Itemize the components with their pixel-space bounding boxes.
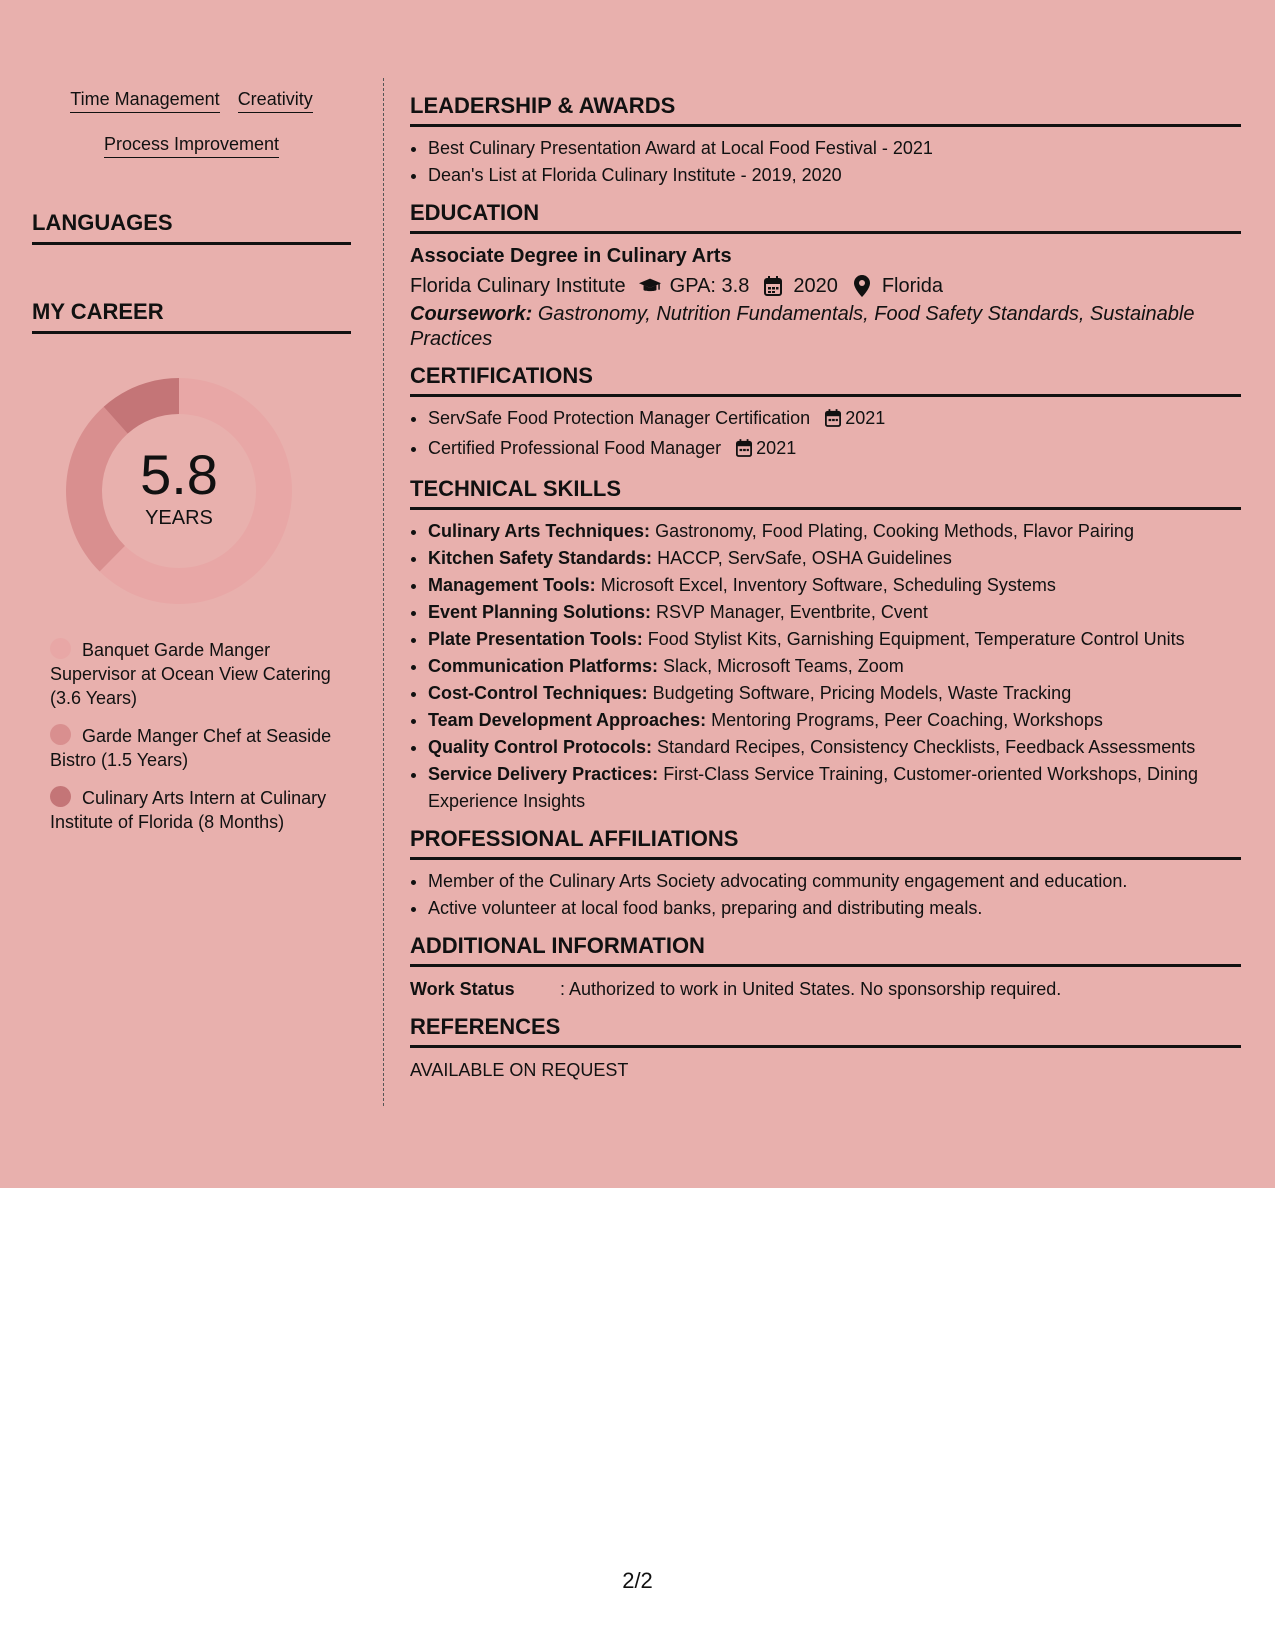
skill-value: Standard Recipes, Consistency Checklists, Feedback Assessments — [657, 737, 1196, 757]
tag-row — [32, 88, 351, 113]
list-item: • Best Culinary Presentation Award at Local Food Festival - 2021 — [428, 135, 1241, 162]
education-details — [410, 270, 1241, 302]
references-text: AVAILABLE ON REQUEST — [410, 1060, 629, 1080]
skill-label: Management Tools: — [428, 575, 596, 595]
skill-label: Culinary Arts Techniques: — [428, 521, 651, 541]
skills-tags — [32, 88, 351, 178]
skill-value: Gastronomy, Food Plating, Cooking Methods, Flavor Pairing — [655, 521, 1134, 541]
skill-tag: Process Improvement — [104, 133, 279, 158]
legend-item — [50, 724, 340, 772]
technical-skills-heading: TECHNICAL SKILLS — [410, 475, 1241, 510]
leadership-list — [410, 135, 1241, 189]
certification-name: ServSafe Food Protection Manager Certification — [428, 408, 811, 428]
list-item — [428, 405, 1241, 435]
school-name: Florida Culinary Institute — [410, 275, 626, 297]
skill-value: Food Stylist Kits, Garnishing Equipment, Temperature Control Units — [647, 629, 1185, 649]
skill-value: First-Class Service Training, Customer-oriented Workshops, Dining Experience Insights — [428, 764, 1199, 811]
skill-value: RSVP Manager, Eventbrite, Cvent — [656, 602, 928, 622]
career-years-unit: YEARS — [145, 506, 213, 529]
coursework-list: Gastronomy, Nutrition Fundamentals, Food Safety Standards, Sustainable Practices — [410, 303, 1195, 350]
skill-label: Communication Platforms: — [428, 656, 659, 676]
references-section — [410, 1013, 1241, 1084]
list-item — [428, 707, 1241, 734]
skill-label: Service Delivery Practices: — [428, 764, 659, 784]
list-item: • Member of the Culinary Arts Society advocating community engagement and education. — [428, 868, 1241, 895]
list-item — [428, 599, 1241, 626]
technical-skills-section — [410, 475, 1241, 815]
certification-year: 2021 — [756, 438, 797, 458]
languages-heading: LANGUAGES — [32, 210, 351, 245]
list-item — [428, 572, 1241, 599]
coursework — [410, 302, 1241, 352]
gpa: GPA: 3.8 — [669, 275, 750, 297]
skill-tag: Time Management — [70, 88, 219, 113]
certification-year: 2021 — [845, 408, 886, 428]
list-item — [428, 761, 1241, 815]
right-column — [410, 92, 1241, 1094]
skill-value: Budgeting Software, Pricing Models, Waste Tracking — [652, 683, 1072, 703]
skill-value: Slack, Microsoft Teams, Zoom — [663, 656, 904, 676]
leadership-section — [410, 92, 1241, 189]
list-item — [428, 680, 1241, 707]
legend-item — [50, 786, 340, 834]
list-item — [428, 734, 1241, 761]
affiliations-section — [410, 825, 1241, 922]
leadership-heading: LEADERSHIP & AWARDS — [410, 92, 1241, 127]
skill-label: Quality Control Protocols: — [428, 737, 653, 757]
graduation-cap-icon — [638, 275, 662, 297]
certifications-section — [410, 362, 1241, 465]
legend-dot — [50, 724, 71, 745]
list-item: • Active volunteer at local food banks, preparing and distributing meals. — [428, 895, 1241, 922]
list-item: • Dean's List at Florida Culinary Institute - 2019, 2020 — [428, 162, 1241, 189]
education-section — [410, 199, 1241, 352]
calendar-icon — [825, 408, 841, 435]
graduation-year: 2020 — [793, 275, 838, 297]
skill-label: Event Planning Solutions: — [428, 602, 652, 622]
references-heading: REFERENCES — [410, 1013, 1241, 1048]
calendar-icon — [761, 275, 785, 297]
career-years-value: 5.8 — [140, 442, 218, 506]
skill-value: HACCP, ServSafe, OSHA Guidelines — [657, 548, 952, 568]
skill-label: Team Development Approaches: — [428, 710, 707, 730]
location: Florida — [881, 275, 943, 297]
list-item — [428, 518, 1241, 545]
legend-dot — [50, 638, 71, 659]
coursework-label: Coursework: — [410, 303, 533, 325]
skill-label: Plate Presentation Tools: — [428, 629, 643, 649]
calendar-icon — [736, 438, 752, 465]
column-divider — [383, 78, 384, 1106]
career-legend — [50, 638, 340, 848]
skill-tag: Creativity — [238, 88, 313, 113]
list-item — [428, 545, 1241, 572]
list-item — [428, 653, 1241, 680]
skill-label: Cost-Control Techniques: — [428, 683, 648, 703]
work-status-row — [410, 975, 1241, 1003]
donut-center — [66, 378, 292, 604]
technical-skills-list — [410, 518, 1241, 815]
work-status-label: Work Status — [410, 979, 515, 999]
affiliations-list — [410, 868, 1241, 922]
page-number: 2/2 — [622, 1568, 653, 1593]
education-heading: EDUCATION — [410, 199, 1241, 234]
legend-label: Banquet Garde Manger Supervisor at Ocean View Catering (3.6 Years) — [50, 640, 331, 708]
legend-label: Garde Manger Chef at Seaside Bistro (1.5 Years) — [50, 726, 332, 770]
legend-item — [50, 638, 340, 710]
tag-row — [32, 133, 351, 158]
career-donut-chart — [66, 378, 292, 604]
legend-label: Culinary Arts Intern at Culinary Institute of Florida (8 Months) — [50, 788, 327, 832]
skill-value: Mentoring Programs, Peer Coaching, Workshops — [711, 710, 1103, 730]
additional-info-section — [410, 932, 1241, 1003]
location-pin-icon — [850, 275, 874, 297]
legend-dot — [50, 786, 71, 807]
certifications-heading: CERTIFICATIONS — [410, 362, 1241, 397]
career-heading: MY CAREER — [32, 299, 351, 334]
degree-title: Associate Degree in Culinary Arts — [410, 245, 732, 267]
affiliations-heading: PROFESSIONAL AFFILIATIONS — [410, 825, 1241, 860]
list-item — [428, 626, 1241, 653]
list-item — [428, 435, 1241, 465]
work-status-value: : Authorized to work in United States. No sponsorship required. — [560, 979, 1062, 999]
certification-name: Certified Professional Food Manager — [428, 438, 722, 458]
additional-info-heading: ADDITIONAL INFORMATION — [410, 932, 1241, 967]
skill-value: Microsoft Excel, Inventory Software, Scheduling Systems — [600, 575, 1056, 595]
certifications-list — [410, 405, 1241, 465]
skill-label: Kitchen Safety Standards: — [428, 548, 653, 568]
